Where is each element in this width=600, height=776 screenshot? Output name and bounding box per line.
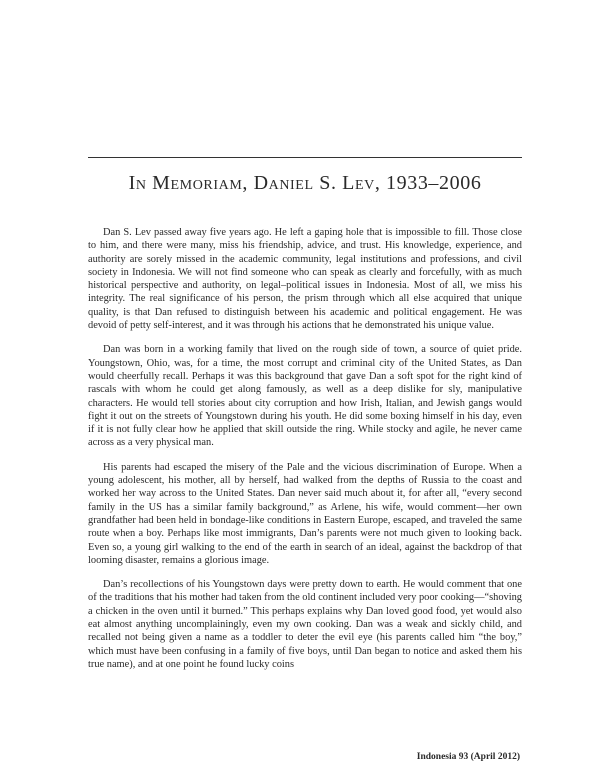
paragraph-3: His parents had escaped the misery of the Pale and the vicious discrimination of Europe. When a young adolescent, his mother, all by herself, had walked from the depths of Russia to the coast and worked her way across to the United States. Dan never said much about it, for after all, “every second family in the US has a similar family background,” as Arlene, his wife, would comment—her own grandfather had been held in bondage-like conditions in Eastern Europe, escaped, and traveled the same route when a boy. Perhaps like most immigrants, Dan’s parents were not much given to looking back. Even so, a young girl walking to the end of the earth in search of an ideal, against the backdrop of that looming disaster, remains a glorious image. [88,461,522,566]
title-rule [88,157,522,158]
paragraph-4: Dan’s recollections of his Youngstown days were pretty down to earth. He would comment that one of the traditions that his mother had taken from the old continent included very poor cooking—“shoving a chicken in the oven until it burned.” This perhaps explains why Dan loved good food, yet would also eat almost anything uncomplainingly, even my own cooking. Dan was a weak and sickly child, and recalled not being given a name as a toddler to deter the evil eye (his parents called him “the boy,” which must have been confusing in a family of five boys, until Dan began to notice and asked them his true name), and at one point he found lucky coins [88,579,522,670]
journal-citation: Indonesia 93 (April 2012) [416,752,520,762]
paragraph-2: Dan was born in a working family that lived on the rough side of town, a source of quiet pride. Youngstown, Ohio, was, for a time, the most corrupt and criminal city of the United States, as Dan would cheerfully recall. Perhaps it was this background that gave Dan a soft spot for the right kind of rascals with whom he could get along famously, as well as a deep dislike for sly, manipulative characters. He would tell stories about city corruption and how Irish, Italian, and Jewish gangs would fight it out on the streets of Youngstown during his youth. He did some boxing himself in his day, even if it is not fully clear how he applied that skill outside the ring. While stocky and agile, he never came across as a very physical man. [88,344,522,449]
article-body [88,226,522,682]
paragraph-1: Dan S. Lev passed away five years ago. He left a gaping hole that is impossible to fill. Those close to him, and there were many, miss his friendship, advice, and trust. His knowledge, experience, and authority are sorely missed in the academic community, legal institutions and professions, and civil society in Indonesia. We will not find someone who can speak as clearly and forcefully, with as much historical perspective and authority, on legal–political issues in Indonesia. Most of all, we miss his integrity. The real significance of his person, the prism through which all else acquired that unique quality, is that Dan refused to distinguish between his academic and political engagement. He was devoid of petty self-interest, and it was through his actions that he demonstrated his unique value. [88,227,522,332]
article-title: In Memoriam, Daniel S. Lev, 1933–2006 [128,172,482,194]
